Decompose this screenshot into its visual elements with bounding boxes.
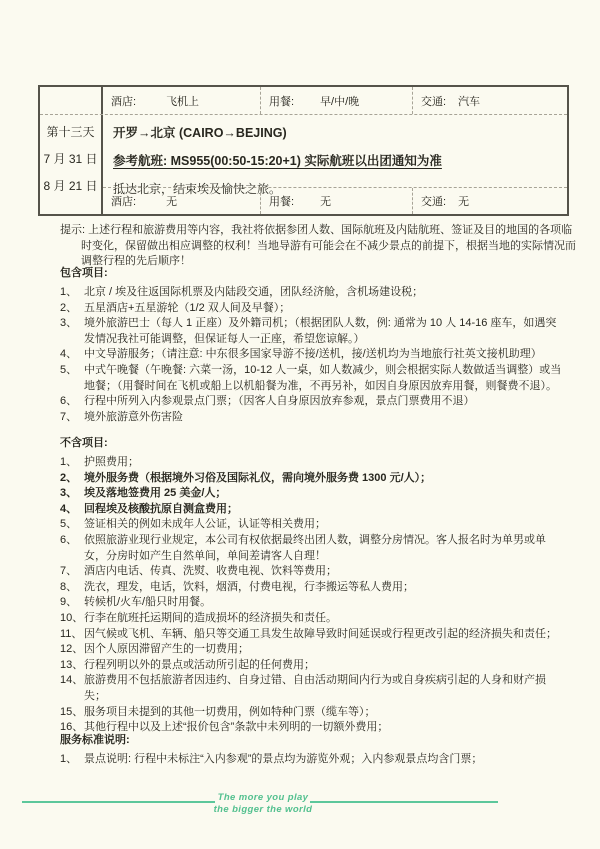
list-item-text: 五星酒店+五星游轮（1/2 双人间及早餐）；	[84, 301, 291, 314]
list-item	[60, 502, 562, 518]
list-item	[60, 301, 562, 317]
meal-value: 早/中/晚	[320, 95, 360, 108]
itinerary-table	[38, 85, 569, 216]
flight-info: 参考航班: MS955(00:50-15:20+1) 实际航班以出团通知为准	[113, 154, 442, 168]
list-item-text: 旅游费用不包括旅游者因违约、自身过错、自由活动期间内行为或自身疾病引起的人身和财产损失；	[84, 674, 546, 702]
service-notes-list	[60, 752, 562, 768]
list-item-text: 签证相关的例如未成年人公证，认证等相关费用；	[84, 518, 326, 531]
list-item-number: 9、	[60, 596, 78, 609]
list-item-number: 16、	[60, 721, 84, 734]
day-cell-empty	[40, 87, 103, 114]
list-item-text: 酒店内电话、传真、洗熨、收费电视、饮料等费用；	[84, 565, 337, 578]
footer-slogan	[198, 792, 328, 815]
list-item-text: 依照旅游业现行业规定，本公司有权依据最终出团人数，调整分房情况。客人报名时为单男或单女，分房时如产生自然单间，单间差请客人自理！	[84, 533, 546, 562]
list-item-text: 中式午晚餐（午晚餐: 六菜一汤，10-12 人一桌，如人数减少，则会根据实际人数做适当调整）或当地餐；（用餐时间在飞机或船上以机船餐为准，不再另补，如因自身原因放弃用餐，则餐费不退）。	[84, 363, 562, 392]
list-item	[60, 564, 562, 580]
day-content	[103, 115, 567, 196]
footer-slogan-line1: The more you play	[217, 792, 309, 803]
service-notes-heading: 服务标准说明:	[60, 734, 130, 746]
list-item-text: 转候机/火车/船只时用餐。	[84, 596, 212, 609]
list-item-text: 行程中所列入内参观景点门票；（因客人自身原因放弃参观，景点门票费用不退）	[84, 395, 475, 408]
list-item-text: 护照费用；	[84, 456, 139, 468]
list-item	[60, 611, 562, 627]
list-item	[60, 363, 562, 394]
list-item-number: 1、	[60, 456, 78, 468]
list-item-text: 因气候或飞机、车辆、船只等交通工具发生故障导致时间延误或行程更改引起的经济损失和责任；	[84, 627, 557, 640]
transport-cell	[412, 87, 567, 114]
list-item-number: 12、	[60, 643, 84, 656]
list-item-number: 5、	[60, 363, 78, 376]
list-item-text: 其他行程中以及上述“报价包含”条款中未列明的一切额外费用；	[84, 721, 389, 734]
list-item	[60, 517, 562, 533]
list-item	[60, 580, 562, 596]
footer-rule-left	[22, 801, 215, 803]
list-item-number: 14、	[60, 674, 84, 687]
list-item	[60, 595, 562, 611]
list-item-number: 2、	[60, 301, 78, 314]
date-return: 8 月 21 日	[43, 179, 98, 193]
list-item-text: 境外旅游意外伤害险	[84, 410, 183, 423]
list-item-text: 回程埃及核酸抗原自测盒费用；	[84, 502, 238, 515]
list-item-number: 8、	[60, 580, 78, 593]
day-cell-empty-bottom	[40, 187, 103, 214]
list-item-text: 北京 / 埃及往返国际机票及内陆段交通，团队经济舱，含机场建设税；	[84, 286, 424, 298]
list-item-number: 6、	[60, 533, 78, 546]
hotel-label: 酒店:	[111, 95, 137, 108]
meal-label: 用餐:	[269, 196, 295, 208]
hotel-value: 飞机上	[166, 95, 200, 108]
transport-value: 汽车	[458, 95, 481, 108]
arrival-note: 抵达北京，结束埃及愉快之旅。	[113, 182, 282, 196]
transport-label: 交通:	[421, 95, 447, 108]
list-item-text: 因个人原因滞留产生的一切费用；	[84, 643, 249, 656]
meta-cells	[103, 87, 567, 114]
list-item-text: 服务项目未提到的其他一切费用，例如特种门票（缆车等）；	[84, 705, 376, 718]
list-item	[60, 673, 562, 704]
list-item	[60, 316, 562, 347]
list-item-number: 6、	[60, 395, 78, 408]
list-item-number: 7、	[60, 565, 78, 578]
hotel-cell	[103, 188, 260, 214]
excluded-items-section	[60, 436, 562, 736]
list-item-text: 境外服务费（根据境外习俗及国际礼仪，需向境外服务费 1300 元/人）；	[84, 471, 432, 484]
list-item-number: 15、	[60, 705, 84, 718]
excluded-heading: 不含项目:	[60, 437, 108, 449]
hotel-value: 无	[166, 196, 178, 208]
day-13-meta-row	[40, 187, 567, 214]
meta-cells-bottom	[103, 187, 567, 214]
list-item-text: 境外旅游巴士（每人 1 正座）及外籍司机；（根据团队人数，例: 通常为 10 人 14-16 座车，如遇突发情况我社可能调整，但保证每人一正座，希望您谅解。）	[84, 317, 557, 345]
adjustment-notice	[60, 223, 580, 270]
list-item-number: 1、	[60, 286, 78, 298]
hotel-cell	[103, 87, 260, 114]
day-13-row	[40, 115, 567, 196]
day-cell	[40, 115, 103, 193]
list-item	[60, 533, 562, 564]
date-depart: 7 月 31 日	[43, 152, 98, 166]
list-item-text: 行程列明以外的景点或活动所引起的任何费用；	[84, 658, 315, 671]
list-item	[60, 347, 562, 363]
list-item-number: 4、	[60, 348, 78, 361]
list-item	[60, 642, 562, 658]
list-item	[60, 705, 562, 721]
transport-value: 无	[458, 196, 470, 208]
previous-day-meta-row	[40, 87, 567, 115]
route-title: 开罗→北京 (CAIRO→BEJING)	[113, 126, 287, 140]
list-item-number: 4、	[60, 502, 78, 515]
list-item	[60, 658, 562, 674]
included-heading: 包含项目:	[60, 267, 108, 279]
list-item	[60, 471, 562, 487]
service-notes-section	[60, 733, 562, 768]
list-item	[60, 410, 562, 426]
list-item-number: 2、	[60, 471, 78, 484]
list-item-number: 11、	[60, 627, 83, 640]
list-item	[60, 486, 562, 502]
list-item	[60, 627, 562, 643]
list-item-text: 行李在航班托运期间的造成损坏的经济损失和责任。	[84, 611, 337, 624]
list-item	[60, 455, 562, 471]
list-item-text: 中文导游服务；（请注意: 中东很多国家导游不接/送机，接/送机均为当地旅行社英文接机助理）	[84, 348, 542, 361]
list-item-number: 13、	[60, 658, 84, 671]
meal-value: 无	[320, 196, 332, 208]
list-item-number: 10、	[60, 611, 84, 624]
list-item-number: 3、	[60, 487, 78, 500]
list-item	[60, 394, 562, 410]
list-item-text: 洗衣，理发，电话，饮料，烟酒，付费电视，行李搬运等私人费用；	[84, 580, 414, 593]
transport-cell	[412, 188, 567, 214]
list-item-number: 5、	[60, 518, 78, 531]
included-list	[60, 285, 562, 425]
meal-cell	[260, 87, 412, 114]
list-item-number: 7、	[60, 410, 78, 423]
day-number: 第十三天	[46, 125, 95, 139]
transport-label: 交通:	[421, 196, 447, 208]
list-item-text: 埃及落地签费用 25 美金/人；	[84, 487, 227, 500]
excluded-list	[60, 455, 562, 736]
notice-label: 提示:	[60, 224, 89, 236]
list-item-number: 3、	[60, 317, 78, 330]
footer-rule-right	[310, 801, 498, 803]
meal-label: 用餐:	[269, 95, 295, 108]
list-item	[60, 285, 562, 301]
notice-text: 上述行程和旅游费用等内容，我社将依据参团人数、国际航班及内陆航班、签证及目的地国的各项临时变化，保留做出相应调整的权利！当地导游有可能会在不减少景点的前提下，根据当地的实际情况而调整行程的先后顺序！	[81, 224, 576, 267]
included-items-section	[60, 266, 562, 425]
list-item-number: 1、	[60, 753, 78, 765]
hotel-label: 酒店:	[111, 196, 137, 208]
meal-cell	[260, 188, 412, 214]
list-item-text: 景点说明: 行程中未标注“入内参观”的景点均为游览外观；入内参观景点均含门票；	[84, 753, 483, 765]
list-item	[60, 752, 562, 768]
footer-slogan-line2: the bigger the world	[213, 803, 313, 815]
